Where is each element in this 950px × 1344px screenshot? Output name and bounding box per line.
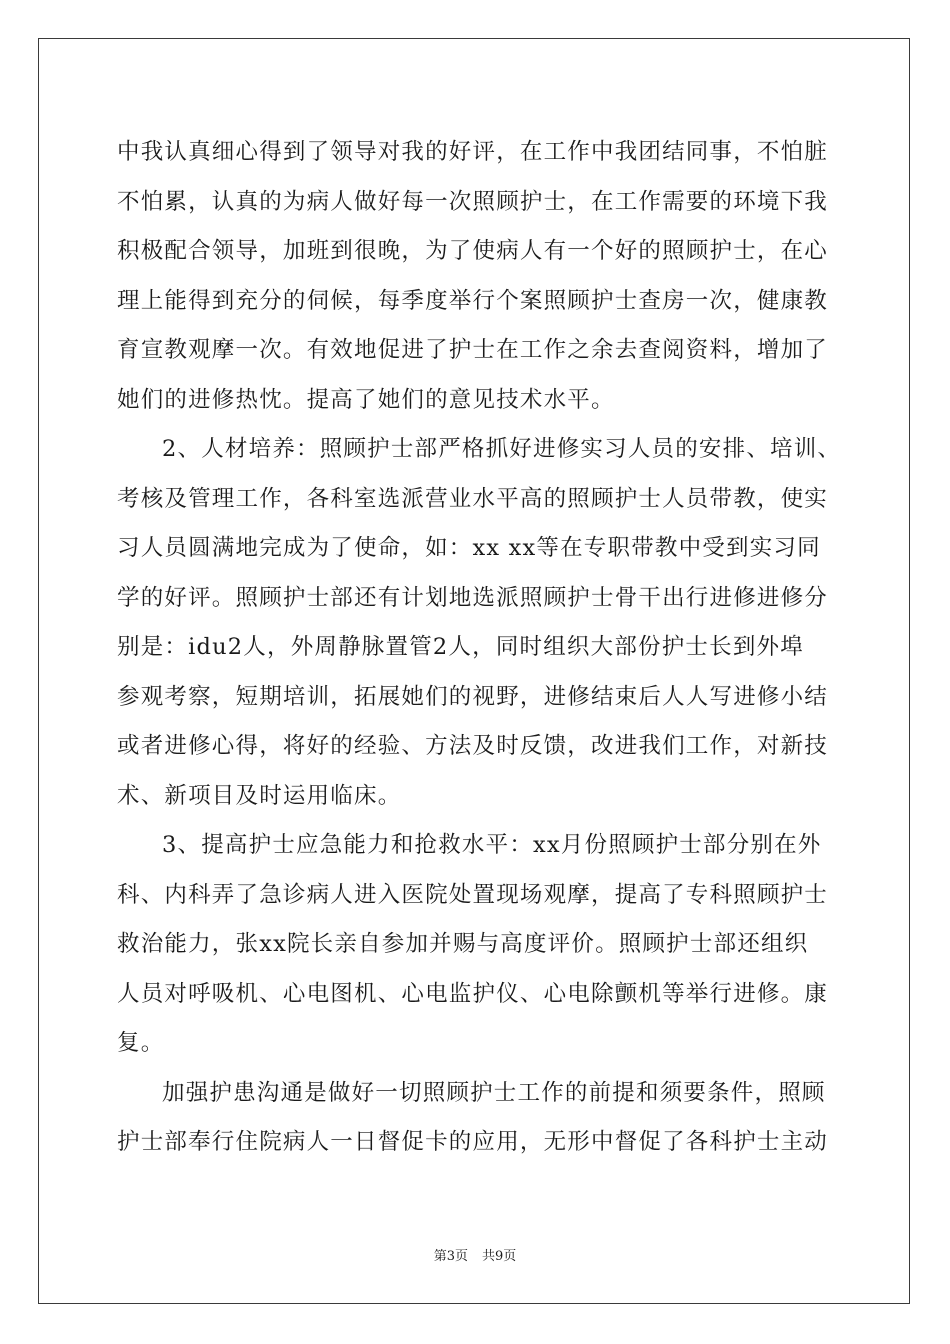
text-line: 护士部奉行住院病人一日督促卡的应用，无形中督促了各科护士主动 bbox=[117, 1129, 829, 1155]
text-line: 别是：idu2人，外周静脉置管2人，同时组织大部份护士长到外埠 bbox=[117, 634, 804, 660]
text-line: 她们的进修热忱。提高了她们的意见技术水平。 bbox=[117, 386, 615, 413]
text-line: 考核及管理工作，各科室选派营业水平高的照顾护士人员带教，使实 bbox=[117, 485, 829, 512]
text-line: 术、新项目及时运用临床。 bbox=[117, 782, 402, 809]
paragraph-start-line: 3、提高护士应急能力和抢救水平：xx月份照顾护士部分别在外 bbox=[162, 832, 822, 858]
text-line: 学的好评。照顾护士部还有计划地选派照顾护士骨干出行进修进修分 bbox=[117, 584, 829, 611]
text-line: 育宣教观摩一次。有效地促进了护士在工作之余去查阅资料，增加了 bbox=[117, 337, 829, 363]
text-line: 中我认真细心得到了领导对我的好评，在工作中我团结同事，不怕脏 bbox=[117, 139, 829, 165]
text-line: 参观考察，短期培训，拓展她们的视野，进修结束后人人写进修小结 bbox=[117, 683, 829, 710]
paragraph-start-line: 2、人材培养：照顾护士部严格抓好进修实习人员的安排、培训、 bbox=[162, 436, 842, 462]
paragraph-start-line: 加强护患沟通是做好一切照顾护士工作的前提和须要条件，照顾 bbox=[162, 1079, 826, 1106]
text-line: 不怕累，认真的为病人做好每一次照顾护士，在工作需要的环境下我 bbox=[117, 188, 829, 215]
page-number-total: 共9页 bbox=[482, 1249, 517, 1264]
text-line: 救治能力，张xx院长亲自参加并赐与高度评价。照顾护士部还组织 bbox=[117, 931, 809, 957]
text-line: 人员对呼吸机、心电图机、心电监护仪、心电除颤机等举行进修。康 bbox=[117, 980, 829, 1007]
text-line: 积极配合领导，加班到很晚，为了使病人有一个好的照顾护士，在心 bbox=[117, 238, 829, 264]
text-line: 科、内科弄了急诊病人进入医院处置现场观摩，提高了专科照顾护士 bbox=[117, 881, 829, 908]
document-body bbox=[117, 128, 842, 1168]
page-footer bbox=[0, 1245, 950, 1264]
page-number-current: 第3页 bbox=[433, 1249, 468, 1264]
text-line: 复。 bbox=[117, 1030, 165, 1056]
text-line: 或者进修心得，将好的经验、方法及时反馈，改进我们工作，对新技 bbox=[117, 733, 829, 759]
text-line: 理上能得到充分的伺候，每季度举行个案照顾护士查房一次，健康教 bbox=[117, 287, 829, 314]
text-line: 习人员圆满地完成为了使命，如：xx xx等在专职带教中受到实习同 bbox=[117, 535, 821, 561]
